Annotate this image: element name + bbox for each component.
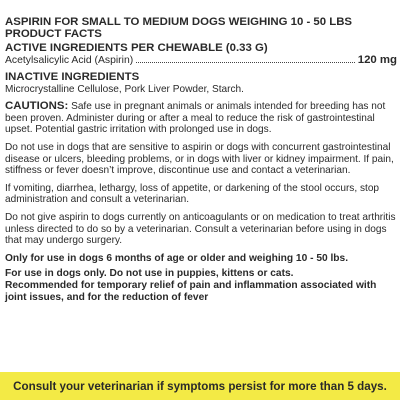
anticoagulants-paragraph: Do not give aspirin to dogs currently on anticoagulants or on medication to treat arthritis unless directed to do so by a veterinarian. Consult a veterinarian before using in dogs that may undergo surgery. (5, 211, 396, 247)
vomiting-paragraph: If vomiting, diarrhea, lethargy, loss of appetite, or darkening of the stool occurs, stop administration and consult a veterinarian. (5, 182, 380, 206)
active-ingredient-row (5, 54, 397, 67)
active-ingredients-heading: ACTIVE INGREDIENTS PER CHEWABLE (0.33 G) (5, 41, 268, 54)
age-weight-statement: Only for use in dogs 6 months of age or older and weighing 10 - 50 lbs. (5, 252, 349, 264)
recommended-use-statement: Recommended for temporary relief of pain and inflammation associated with joint issues, and for the reduction of fever (5, 279, 377, 303)
cautions-paragraph (5, 101, 397, 136)
inactive-ingredients-heading: INACTIVE INGREDIENTS (5, 71, 140, 84)
sensitivity-paragraph: Do not use in dogs that are sensitive to aspirin or dogs with concurrent gastrointestinal disease or ulcers, bleeding problems, or in dogs with liver or kidney impairment. If pain, stiffness or fever doesn’t improve, discontinue use and contact a veterinarian. (5, 142, 394, 177)
active-ingredient-amount: 120 mg (357, 54, 397, 67)
active-ingredient-name: Acetylsalicylic Acid (Aspirin) (5, 55, 134, 67)
consult-veterinarian-text: Consult your veterinarian if symptoms persist for more than 5 days. (13, 379, 387, 393)
inactive-ingredients-list: Microcrystalline Cellulose, Pork Liver Powder, Starch. (5, 83, 244, 95)
product-facts-heading: PRODUCT FACTS (5, 28, 102, 41)
cautions-label: CAUTIONS: (5, 100, 69, 113)
consult-veterinarian-banner (0, 372, 400, 400)
dot-leader (136, 62, 355, 63)
dogs-only-statement: For use in dogs only. Do not use in puppies, kittens or cats. (5, 268, 294, 280)
product-title: ASPIRIN FOR SMALL TO MEDIUM DOGS WEIGHING 10 - 50 LBS (5, 16, 353, 28)
product-facts-panel (5, 16, 397, 303)
cautions-text: Safe use in pregnant animals or animals intended for breeding has not been proven. Administer during or after a meal to reduce the risk of gastrointestinal upset. Potential gastric irritation with prolonged use in dogs. (5, 101, 386, 136)
